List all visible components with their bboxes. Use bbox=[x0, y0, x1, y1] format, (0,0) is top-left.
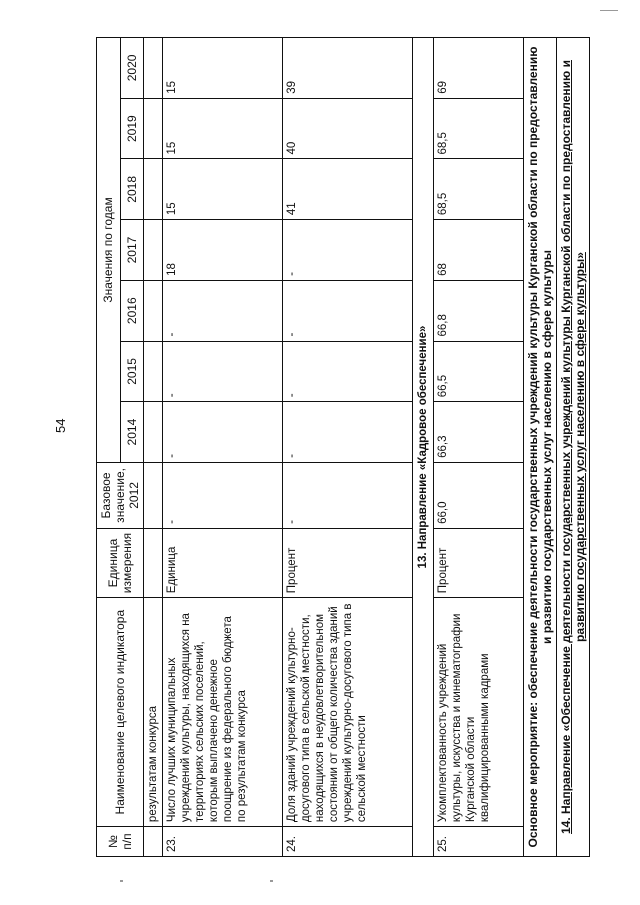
row-value: - bbox=[163, 280, 283, 341]
activity-row bbox=[524, 38, 557, 857]
row-value: 68,5 bbox=[434, 159, 524, 220]
row-unit: Процент bbox=[434, 528, 524, 597]
row-value: 41 bbox=[283, 159, 413, 220]
row-unit: Процент bbox=[283, 528, 413, 597]
activity-text: Основное мероприятие: обеспечение деятельности государственных учреждений культуры Курганской области по предоставлению и развитию государственных услуг населению в сфере культуры bbox=[524, 38, 557, 857]
table-row bbox=[163, 38, 283, 857]
row-value: - bbox=[283, 220, 413, 281]
row-value: 15 bbox=[163, 159, 283, 220]
header-year: 2014 bbox=[120, 402, 144, 463]
indicators-table bbox=[96, 37, 590, 857]
continuation-text: результатам конкурса bbox=[144, 598, 163, 827]
row-value: 66,5 bbox=[434, 341, 524, 402]
row-base: 66,0 bbox=[434, 462, 524, 528]
header-year: 2018 bbox=[120, 159, 144, 220]
row-base: - bbox=[163, 462, 283, 528]
section-row-13 bbox=[413, 38, 434, 857]
row-value: - bbox=[283, 341, 413, 402]
row-value: 66,3 bbox=[434, 402, 524, 463]
page-number: 54 bbox=[53, 418, 68, 433]
section-13-title: 13. Направление «Кадровое обеспечение» bbox=[413, 38, 434, 857]
header-year: 2017 bbox=[120, 220, 144, 281]
header-year: 2019 bbox=[120, 98, 144, 159]
row-value: - bbox=[283, 402, 413, 463]
row-num: 24. bbox=[283, 827, 413, 857]
row-unit: Единица bbox=[163, 528, 283, 597]
row-base: - bbox=[283, 462, 413, 528]
row-value: - bbox=[163, 402, 283, 463]
continuation-row bbox=[144, 38, 163, 857]
row-value: 69 bbox=[434, 38, 524, 99]
header-name: Наименование целевого индикатора bbox=[97, 598, 144, 827]
header-base: Базовое значение, 2012 bbox=[97, 462, 144, 528]
row-value: 68,5 bbox=[434, 98, 524, 159]
section-row-14 bbox=[557, 38, 590, 857]
header-num: № п/п bbox=[97, 827, 144, 857]
row-name: Число лучших муниципальных учреждений культуры, находящихся на территориях сельских поселений, которым выплачено денежное поощрение из федерального бюджета по результатам конкурса bbox=[163, 598, 283, 827]
scan-speck bbox=[600, 10, 618, 11]
section-14-title: 14. Направление «Обеспечение деятельности государственных учреждений культуры Курганской области по предоставлению и развитию государственных услуг населению в сфере культуры» bbox=[557, 38, 590, 857]
row-num: 23. bbox=[163, 827, 283, 857]
row-value: 40 bbox=[283, 98, 413, 159]
table-row bbox=[283, 38, 413, 857]
row-value: 68 bbox=[434, 220, 524, 281]
header-year: 2016 bbox=[120, 280, 144, 341]
row-value: 66,8 bbox=[434, 280, 524, 341]
row-value: 39 bbox=[283, 38, 413, 99]
row-value: - bbox=[163, 341, 283, 402]
scan-speck bbox=[120, 880, 123, 882]
row-num: 25. bbox=[434, 827, 524, 857]
rotated-page-content bbox=[96, 37, 587, 857]
header-unit: Единица измерения bbox=[97, 528, 144, 597]
row-name: Укомплектованность учреждений культуры, искусства и кинематографии Курганской области квалифицированными кадрами bbox=[434, 598, 524, 827]
scan-speck bbox=[270, 880, 273, 882]
row-name: Доля зданий учреждений культурно-досугового типа в сельской местности, находящихся в неудовлетворительном состоянии от общего количества зданий учреждений культурно-досугового типа в сельской местности bbox=[283, 598, 413, 827]
row-value: 18 bbox=[163, 220, 283, 281]
header-row-1 bbox=[97, 38, 121, 857]
row-value: 15 bbox=[163, 98, 283, 159]
row-value: - bbox=[283, 280, 413, 341]
row-value: 15 bbox=[163, 38, 283, 99]
header-years-group: Значения по годам bbox=[97, 38, 121, 463]
header-year: 2015 bbox=[120, 341, 144, 402]
header-year: 2020 bbox=[120, 38, 144, 99]
table-row bbox=[434, 38, 524, 857]
